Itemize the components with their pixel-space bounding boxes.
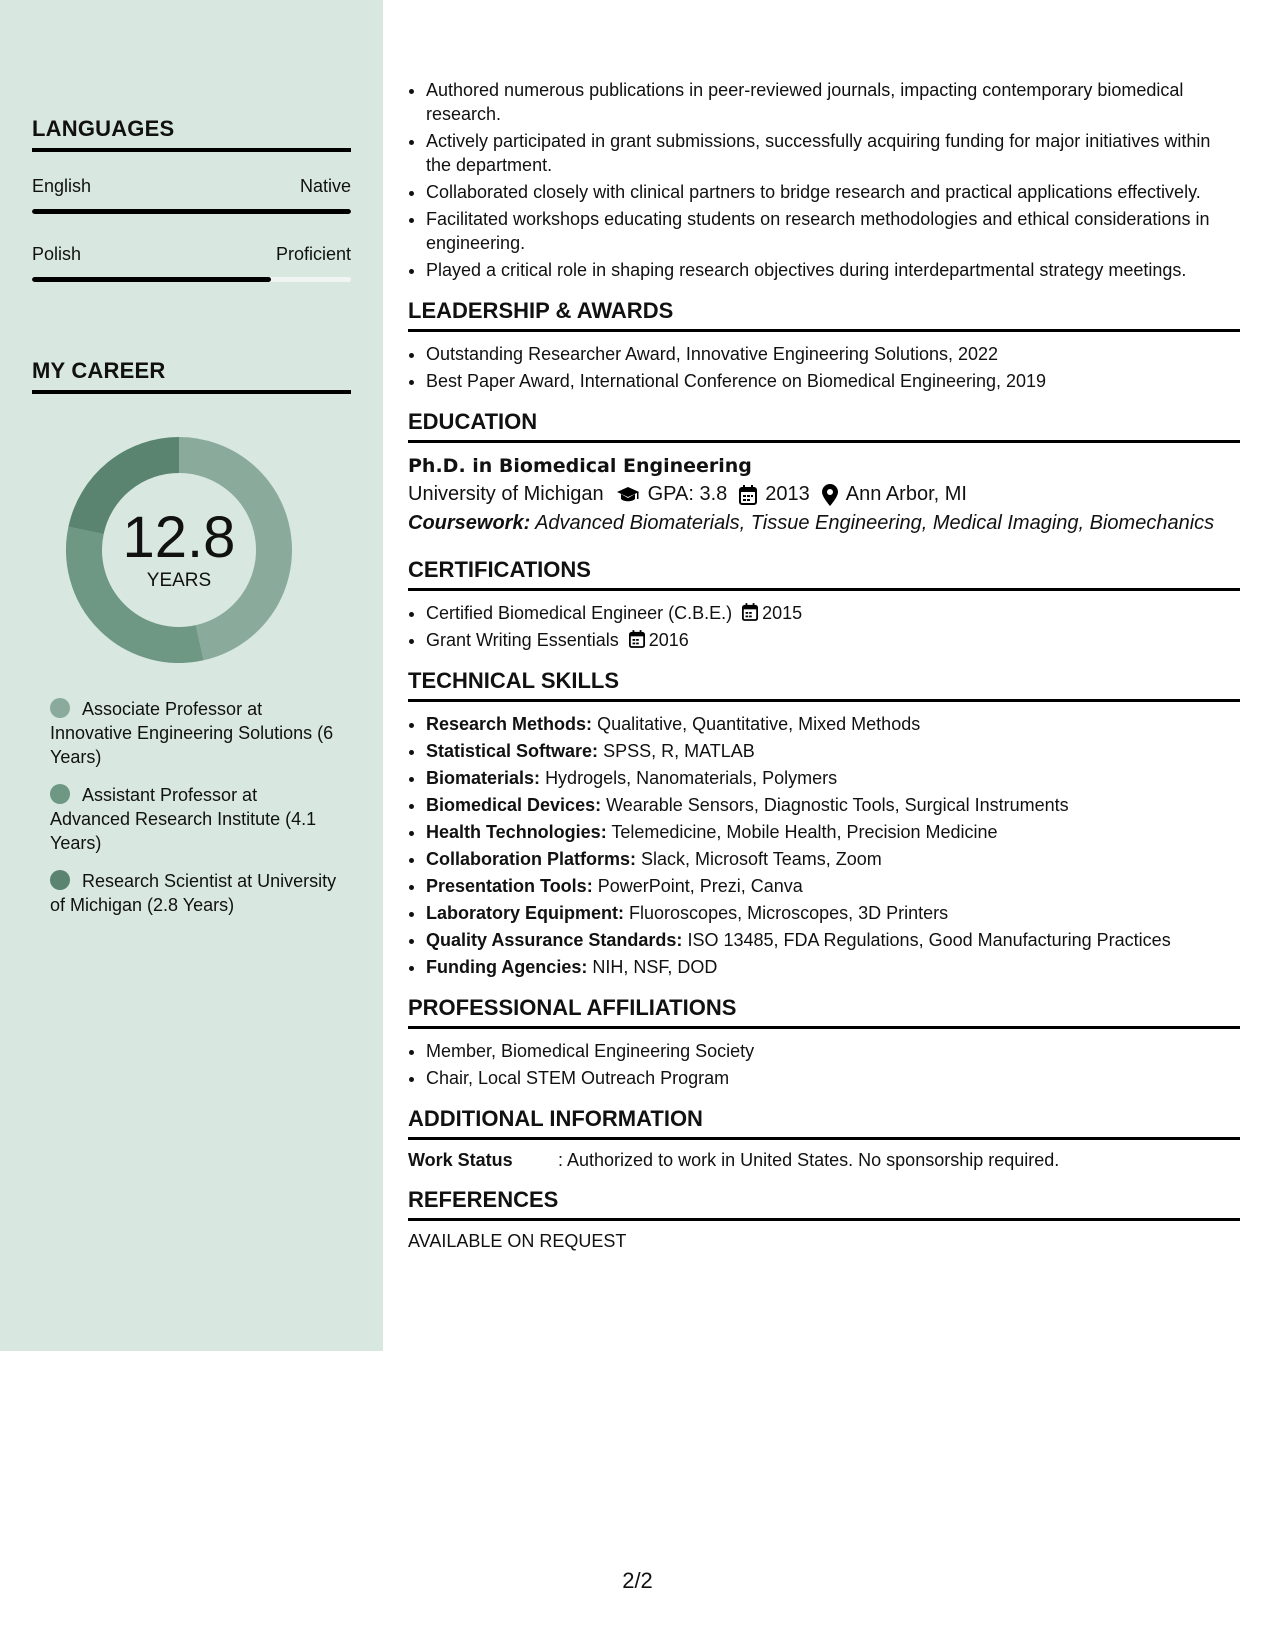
skill-item [426, 793, 1240, 817]
calendar-icon [629, 630, 645, 648]
certification-item [426, 601, 1240, 625]
language-name: English [32, 176, 92, 196]
experience-bullet: • Authored numerous publications in peer-reviewed journals, impacting contemporary biomedical research. [426, 78, 1240, 126]
certifications-list [408, 601, 1240, 652]
education-details [408, 483, 1240, 506]
certification-year: 2015 [762, 603, 803, 623]
experience-bullet: • Facilitated workshops educating students on research methodologies and ethical considerations in engineering. [426, 207, 1240, 255]
skill-value: Wearable Sensors, Diagnostic Tools, Surgical Instruments [606, 795, 1069, 815]
page-number: 2/2 [622, 1568, 653, 1593]
references-heading: REFERENCES [408, 1187, 1240, 1221]
education-degree: Ph.D. in Biomedical Engineering [408, 455, 752, 477]
skill-item [426, 847, 1240, 871]
skill-item [426, 712, 1240, 736]
affiliations-list [408, 1039, 1240, 1090]
sidebar [0, 0, 383, 1351]
coursework-label: Coursework: [408, 512, 531, 534]
skills-list [408, 712, 1240, 979]
career-item [50, 783, 340, 855]
language-item [32, 176, 351, 214]
skill-label: Health Technologies: [426, 822, 607, 842]
experience-bullets [408, 78, 1240, 282]
skill-item [426, 928, 1240, 952]
coursework-text: Advanced Biomaterials, Tissue Engineering, Medical Imaging, Biomechanics [535, 512, 1215, 534]
skill-value: ISO 13485, FDA Regulations, Good Manufacturing Practices [687, 930, 1171, 950]
skill-item [426, 820, 1240, 844]
education-gpa: GPA: 3.8 [647, 483, 728, 505]
leadership-list [408, 342, 1240, 393]
career-total-number: 12.8 [122, 505, 236, 570]
languages-heading: LANGUAGES [32, 116, 351, 152]
skill-label: Quality Assurance Standards: [426, 930, 683, 950]
skill-value: NIH, NSF, DOD [592, 957, 718, 977]
career-item-text: Research Scientist at University of Michigan (2.8 Years) [50, 871, 337, 915]
skill-label: Funding Agencies: [426, 957, 588, 977]
main-content [408, 78, 1240, 1252]
calendar-icon [739, 485, 757, 505]
location-pin-icon [822, 484, 838, 506]
education-school: University of Michigan [408, 483, 604, 505]
language-level: Native [299, 176, 351, 196]
leadership-item: • Outstanding Researcher Award, Innovative Engineering Solutions, 2022 [426, 342, 1240, 366]
certification-item [426, 628, 1240, 652]
skills-heading: TECHNICAL SKILLS [408, 668, 1240, 702]
language-level-fill [32, 209, 351, 214]
education-year: 2013 [765, 483, 810, 505]
graduation-cap-icon [616, 486, 640, 504]
affiliations-heading: PROFESSIONAL AFFILIATIONS [408, 995, 1240, 1029]
additional-heading: ADDITIONAL INFORMATION [408, 1106, 1240, 1140]
career-section [32, 358, 351, 394]
experience-bullet: • Played a critical role in shaping research objectives during interdepartmental strategy meetings. [426, 258, 1240, 282]
skill-value: Telemedicine, Mobile Health, Precision Medicine [611, 822, 998, 842]
skill-label: Biomaterials: [426, 768, 541, 788]
experience-bullet: • Actively participated in grant submissions, successfully acquiring funding for major initiatives within the department. [426, 129, 1240, 177]
skill-value: Fluoroscopes, Microscopes, 3D Printers [629, 903, 949, 923]
skill-value: SPSS, R, MATLAB [603, 741, 755, 761]
skill-label: Collaboration Platforms: [426, 849, 637, 869]
calendar-icon [742, 603, 758, 621]
career-total [66, 437, 292, 663]
language-level: Proficient [275, 244, 351, 264]
leadership-heading: LEADERSHIP & AWARDS [408, 298, 1240, 332]
skill-label: Presentation Tools: [426, 876, 593, 896]
certifications-heading: CERTIFICATIONS [408, 557, 1240, 591]
experience-bullet: • Collaborated closely with clinical partners to bridge research and practical applications effectively. [426, 180, 1240, 204]
skill-label: Statistical Software: [426, 741, 599, 761]
skill-item [426, 955, 1240, 979]
skill-value: Slack, Microsoft Teams, Zoom [641, 849, 882, 869]
language-level-bar [32, 209, 351, 214]
skill-item [426, 739, 1240, 763]
work-status-row [408, 1150, 1240, 1171]
work-status-value: : Authorized to work in United States. No sponsorship required. [558, 1150, 1060, 1170]
work-status-label: Work Status [408, 1150, 513, 1170]
references-text: AVAILABLE ON REQUEST [408, 1231, 627, 1251]
career-donut-chart [66, 437, 292, 663]
skill-label: Laboratory Equipment: [426, 903, 625, 923]
affiliation-item: • Chair, Local STEM Outreach Program [426, 1066, 1240, 1090]
career-item-text: Assistant Professor at Advanced Research Institute (4.1 Years) [50, 785, 317, 853]
certification-year: 2016 [648, 630, 689, 650]
certification-name: Grant Writing Essentials [426, 630, 619, 650]
languages-section [32, 116, 351, 282]
language-level-fill [32, 277, 271, 282]
education-coursework [408, 512, 1240, 535]
career-total-unit: YEARS [146, 570, 212, 591]
career-list [50, 697, 340, 931]
career-heading: MY CAREER [32, 358, 351, 394]
career-item [50, 697, 340, 769]
education-heading: EDUCATION [408, 409, 1240, 443]
certification-name: Certified Biomedical Engineer (C.B.E.) [426, 603, 733, 623]
affiliation-item: • Member, Biomedical Engineering Society [426, 1039, 1240, 1063]
skill-item [426, 874, 1240, 898]
leadership-item: • Best Paper Award, International Conference on Biomedical Engineering, 2019 [426, 369, 1240, 393]
career-item [50, 869, 340, 917]
skill-value: PowerPoint, Prezi, Canva [597, 876, 803, 896]
career-legend-dot [50, 784, 70, 804]
language-level-bar [32, 277, 351, 282]
career-legend-dot [50, 870, 70, 890]
career-legend-dot [50, 698, 70, 718]
skill-label: Biomedical Devices: [426, 795, 602, 815]
skill-item [426, 901, 1240, 925]
skill-value: Qualitative, Quantitative, Mixed Methods [597, 714, 921, 734]
language-name: Polish [32, 244, 82, 264]
skill-label: Research Methods: [426, 714, 593, 734]
language-item [32, 244, 351, 282]
career-item-text: Associate Professor at Innovative Engineering Solutions (6 Years) [50, 699, 334, 767]
skill-value: Hydrogels, Nanomaterials, Polymers [545, 768, 838, 788]
skill-item [426, 766, 1240, 790]
education-location: Ann Arbor, MI [845, 483, 967, 505]
